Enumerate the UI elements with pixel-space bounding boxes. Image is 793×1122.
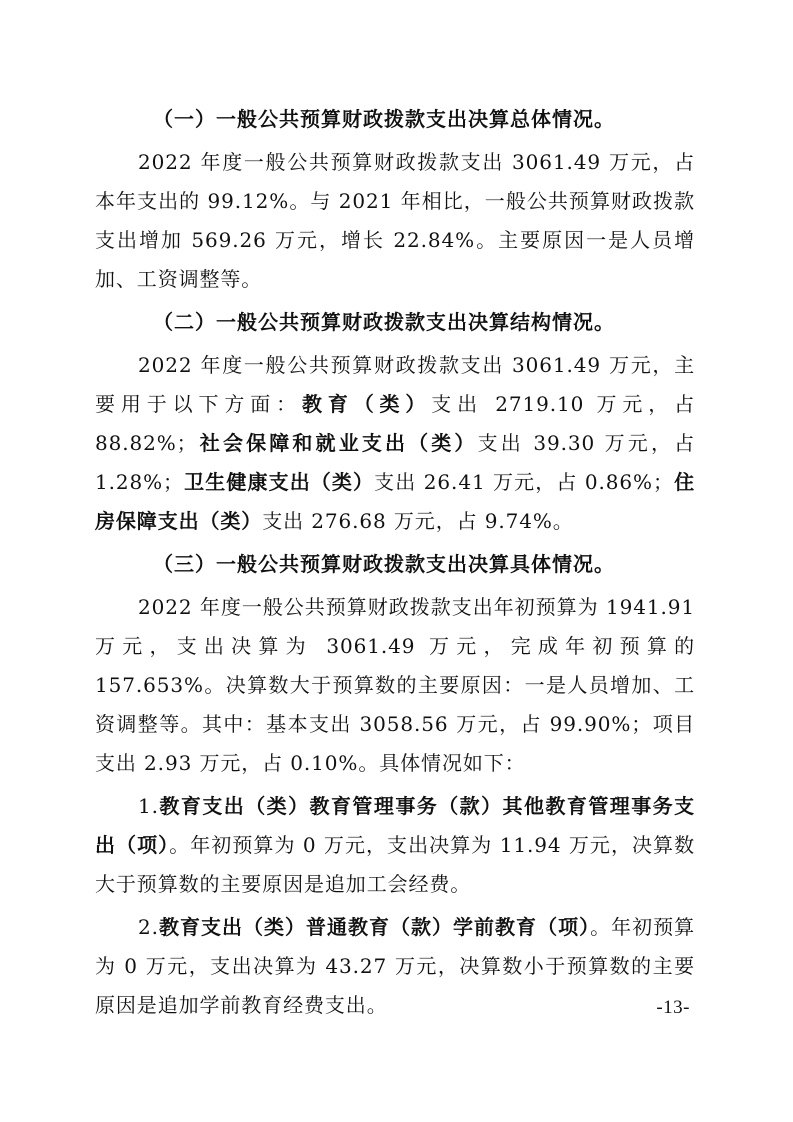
detail-item-1-text: 。年初预算为 0 万元，支出决算为 11.94 万元，决算数大于预算数的主要原因是追加工会经费。 xyxy=(95,833,695,896)
detail-item-1 xyxy=(95,787,695,904)
detail-item-1-number: 1. xyxy=(138,794,159,818)
section-3-paragraph: 2022 年度一般公共预算财政拨款支出年初预算为 1941.91 万元，支出决算为 3061.49 万元，完成年初预算的 157.653%。决算数大于预算数的主要原因：一是人员增加、工资调整等。其中：基本支出 3058.56 万元，占 99.90%；项目支出 2.93 万元，占 0.10%。具体情况如下： xyxy=(95,595,695,775)
expense-category-housing: 住房保障支出（类） xyxy=(95,470,695,533)
expense-category-education: 教育（类） xyxy=(301,392,432,416)
detail-item-2-text: 。年初预算为 0 万元，支出决算为 43.27 万元，决算数小于预算数的主要原因是追加学前教育经费支出。 xyxy=(95,915,695,1017)
section-2-heading: （二）一般公共预算财政拨款支出决算结构情况。 xyxy=(153,310,615,334)
expense-amount-education: 支出 2719.10 万元，占 88.82%； xyxy=(95,392,695,455)
section-2-intro: 2022 年度一般公共预算财政拨款支出 3061.49 万元，主要用于以下方面： xyxy=(95,353,695,416)
expense-amount-housing: 支出 276.68 万元，占 9.74%。 xyxy=(262,509,574,533)
detail-item-2-number: 2. xyxy=(138,915,159,939)
detail-item-1-title: 教育支出（类）教育管理事务（款）其他教育管理事务支出（项） xyxy=(95,794,695,857)
detail-item-2 xyxy=(95,908,695,1025)
document-page xyxy=(95,100,695,1029)
expense-category-health: 卫生健康支出（类） xyxy=(183,470,375,494)
section-2-paragraph xyxy=(95,346,695,541)
detail-item-2-title: 教育支出（类）普通教育（款）学前教育（项） xyxy=(158,915,591,939)
expense-amount-social-security: 支出 39.30 万元，占 1.28%； xyxy=(95,431,695,494)
expense-category-social-security: 社会保障和就业支出（类） xyxy=(197,431,478,455)
section-1-heading: （一）一般公共预算财政拨款支出决算总体情况。 xyxy=(153,107,615,131)
section-1-paragraph: 2022 年度一般公共预算财政拨款支出 3061.49 万元，占本年支出的 99.12%。与 2021 年相比，一般公共预算财政拨款支出增加 569.26 万元，增长 22.84%。主要原因一是人员增加、工资调整等。 xyxy=(95,150,695,291)
page-number: -13- xyxy=(656,997,690,1018)
section-3-heading: （三）一般公共预算财政拨款支出决算具体情况。 xyxy=(153,552,615,576)
expense-amount-health: 支出 26.41 万元，占 0.86%； xyxy=(374,470,674,494)
